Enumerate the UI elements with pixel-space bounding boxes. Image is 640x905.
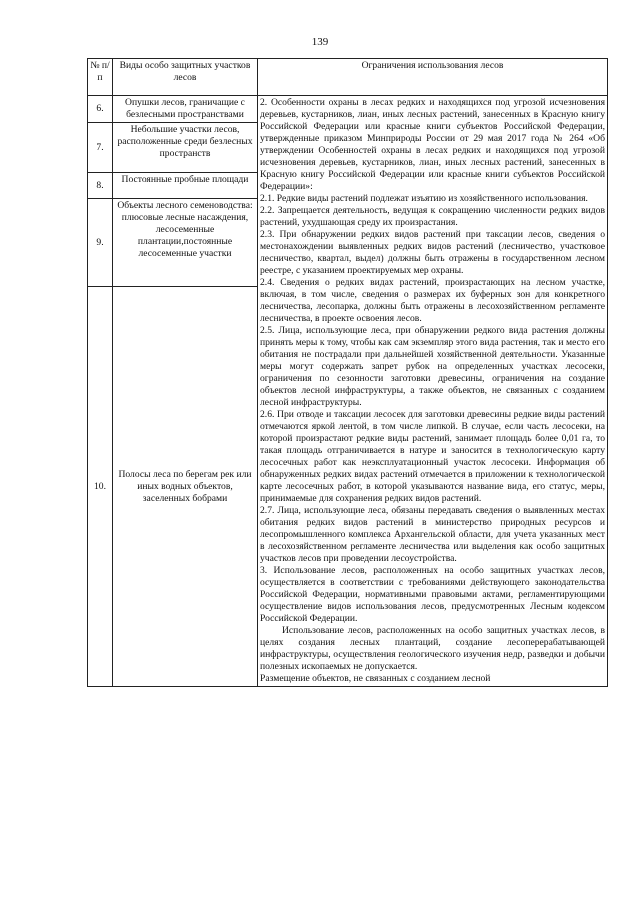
header-restrictions: Ограничения использования лесов bbox=[258, 59, 608, 96]
row-number: 7. bbox=[88, 123, 113, 173]
table-header-row bbox=[88, 59, 608, 96]
restriction-paragraph: 2.2. Запрещается деятельность, ведущая к сокращению численности редких видов растений, ухудшающая среду их произрастания. bbox=[260, 205, 605, 228]
page-number: 139 bbox=[311, 36, 329, 48]
row-number: 10. bbox=[88, 287, 113, 687]
restriction-paragraph: 2.1. Редкие виды растений подлежат изъятию из хозяйственного использования. bbox=[260, 193, 588, 204]
row-type: Полосы леса по берегам рек или иных водных объектов, заселенных бобрами bbox=[113, 287, 258, 687]
row-type: Небольшие участки лесов, расположенные среди безлесных пространств bbox=[113, 123, 258, 173]
row-type: Объекты лесного семеноводства: плюсовые лесные насаждения, лесосеменные плантации,постоянные лесосеменные участки bbox=[113, 199, 258, 287]
restrictions-table bbox=[87, 58, 608, 687]
row-type: Опушки лесов, граничащие с безлесными пространствами bbox=[113, 96, 258, 123]
row-number: 8. bbox=[88, 173, 113, 199]
restriction-paragraph: 2. Особенности охраны в лесах редких и находящихся под угрозой исчезновения деревьев, кустарников, лиан, иных лесных растений, занесенных в Красную книгу Российской Федерации или красные книги субъектов Российской Федерации, утвержденные приказом Минприроды России от 29 мая 2017 года № 264 «Об утверждении Особенностей охраны в лесах редких и находящихся под угрозой исчезновения деревьев, кустарников, лиан, иных лесных растений, занесенных в Красную книгу Российской Федерации или красные книги субъектов Российской Федерации»: bbox=[260, 97, 605, 192]
header-type: Виды особо защитных участков лесов bbox=[113, 59, 258, 96]
restriction-paragraph: Использование лесов, расположенных на особо защитных участках лесов, в целях создания лесных плантаций, создание лесоперерабатывающей инфраструктуры, осуществления геологического изучения недр, разведки и добычи полезных ископаемых не допускается. bbox=[260, 625, 605, 672]
header-number: № п/п bbox=[88, 59, 113, 96]
restriction-paragraph: 2.3. При обнаружении редких видов растений при таксации лесов, сведения о местонахождении выявленных редких видов растений (лесничество, участковое лесничество, квартал, выдел) должны быть отражены в государственном лесном реестре, с указанием проектируемых мер охраны. bbox=[260, 229, 605, 276]
row-number: 9. bbox=[88, 199, 113, 287]
restriction-paragraph: 2.4. Сведения о редких видах растений, произрастающих на лесном участке, включая, в том числе, сведения о размерах их буферных зон для конкретного лесничества, лесопарка, должны быть отражены в лесохозяйственном регламенте лесничества, в проекте освоения лесов. bbox=[260, 277, 605, 324]
restriction-paragraph: Размещение объектов, не связанных с созданием лесной bbox=[260, 673, 491, 684]
row-number: 6. bbox=[88, 96, 113, 123]
restrictions-cell bbox=[258, 96, 608, 687]
restriction-paragraph: 3. Использование лесов, расположенных на особо защитных участках лесов, осуществляется в соответствии с требованиями действующего законодательства Российской Федерации, нормативными правовыми актами, регламентирующими осуществление видов использования лесов, предусмотренных Лесным кодексом Российской Федерации. bbox=[260, 565, 605, 624]
table-row bbox=[88, 96, 608, 123]
row-type: Постоянные пробные площади bbox=[113, 173, 258, 199]
restriction-paragraph: 2.7. Лица, использующие леса, обязаны передавать сведения о выявленных местах обитания редких видов растений в министерство природных ресурсов и лесопромышленного комплекса Архангельской области, для учета указанных мест в лесохозяйственном регламенте лесничества или выделения как особо защитных участков лесов при проведении лесоустройства. bbox=[260, 505, 605, 564]
restriction-paragraph: 2.5. Лица, использующие леса, при обнаружении редкого вида растения должны принять меры к тому, чтобы как сам экземпляр этого вида растения, так и место его обитания не пострадали при дальнейшей хозяйственной деятельности. Указанные меры могут содержать запрет рубок на определенных участках лесосеки, ограничения по сезонности заготовки древесины, ограничения на создание объектов лесной инфраструктуры, а также объектов, не связанных с созданием лесной инфраструктуры. bbox=[260, 325, 605, 408]
restriction-paragraph: 2.6. При отводе и таксации лесосек для заготовки древесины редкие виды растений отмечаются яркой лентой, в том числе липкой. В случае, если часть лесосеки, на которой произрастают редкие виды растений, занимает площадь более 0,01 га, то такая площадь отграничивается в натуре и заносится в технологическую карту лесосечных работ как неэксплуатационный участок лесосеки. Информация об обнаруженных редких видах растений отмечается в приложении к технологической карте лесосечных работ, в которой указываются название вида, его статус, меры, принимаемые для сохранения редких видов растений. bbox=[260, 409, 605, 504]
